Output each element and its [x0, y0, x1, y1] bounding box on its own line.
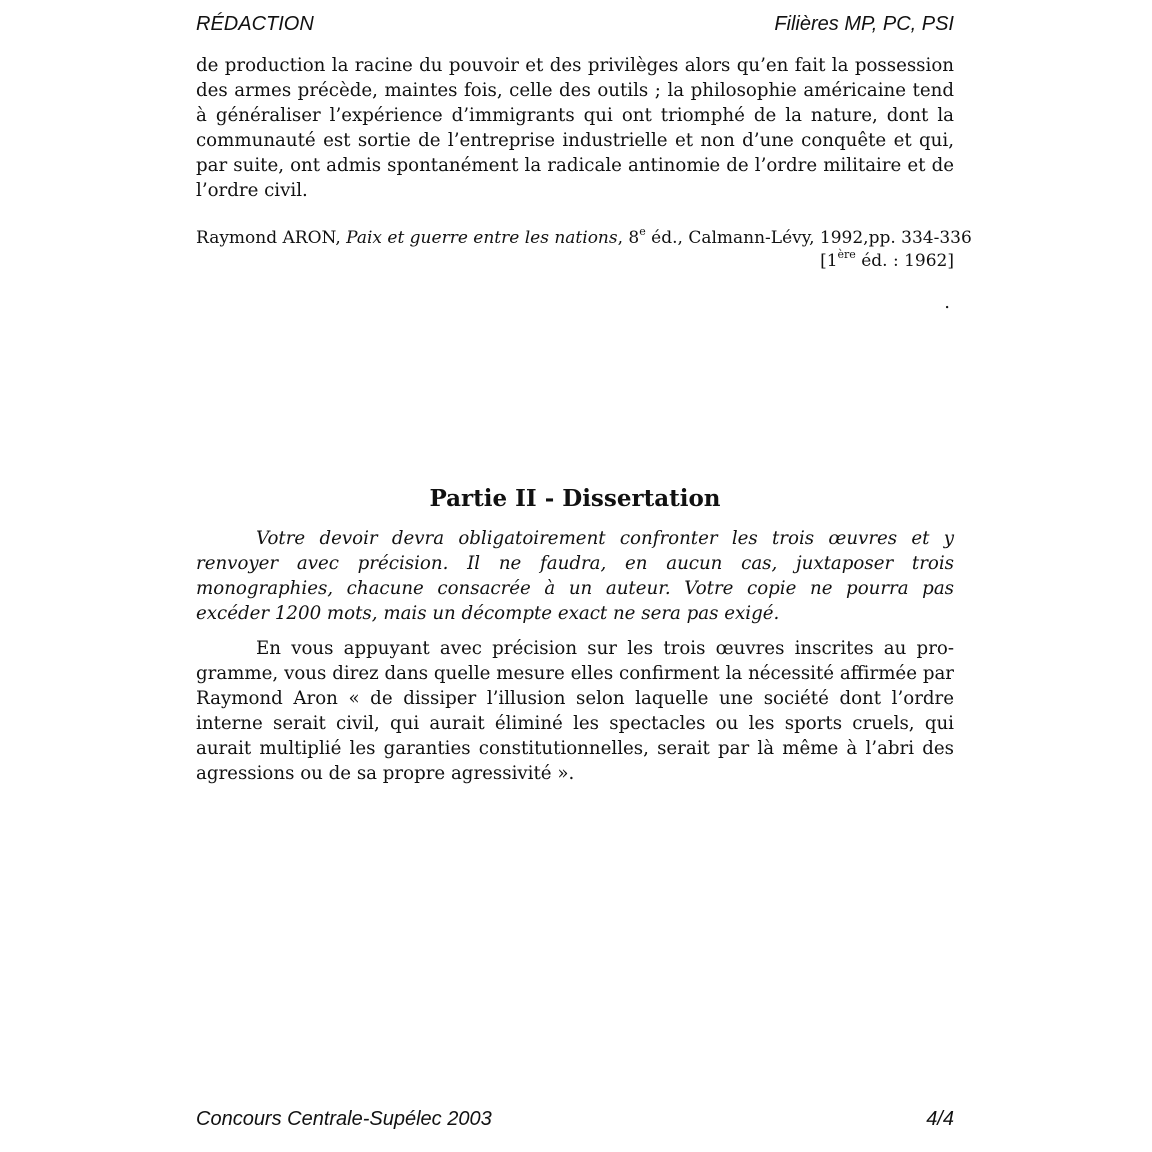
- citation-edition-sup: e: [639, 225, 646, 239]
- citation-line-1: [196, 225, 972, 250]
- page-header: [196, 11, 954, 37]
- header-subject: RÉDACTION: [196, 13, 314, 35]
- trailing-dot: .: [944, 292, 950, 313]
- instructions-paragraph: Votre devoir devra obligatoirement confronter les trois œuvres et y renvoyer avec précision. Il ne faudra, en aucun cas, juxtaposer trois monographies, chacune consacrée à un auteur. Votre copie ne pourra pas excéder 1200 mots, mais un décompte exact ne sera pas exigé.: [196, 528, 954, 624]
- citation-pages: pp. 334-336: [868, 228, 972, 248]
- citation-author: Raymond ARON,: [196, 228, 341, 248]
- citation-first-edition-open: [1: [820, 251, 838, 271]
- section-title: Partie II - Dissertation: [429, 485, 721, 512]
- excerpt-paragraph: de production la racine du pouvoir et des privilèges alors qu’en fait la possession des armes précède, maintes fois, celle des outils ; la philosophie américaine tend à généraliser l’expérience d’immigrants qui ont triomphé de la nature, dont la communauté est sortie de l’entreprise industrielle et non d’une conquête et qui, par suite, ont admis spontanément la radicale antinomie de l’ordre militaire et de l’ordre civil.: [196, 55, 954, 201]
- page-footer: [196, 1106, 954, 1132]
- citation-first-edition-sup: ère: [837, 248, 856, 262]
- citation-line-2: [196, 250, 954, 273]
- citation-edition-number: 8: [628, 228, 640, 248]
- citation-first-edition-rest: éd. : 1962]: [855, 251, 954, 271]
- page-number: 4/4: [926, 1108, 954, 1130]
- document-page: [196, 0, 972, 1152]
- footer-exam-name: Concours Centrale-Supélec 2003: [196, 1108, 492, 1130]
- citation: [196, 225, 972, 273]
- subject-paragraph: En vous appuyant avec précision sur les trois œuvres inscrites au programme, vous direz dans quelle mesure elles confirment la nécessité affirmée par Raymond Aron « de dissiper l’illusion selon laquelle une société dont l’ordre interne serait civil, qui aurait éliminé les spectacles ou les sports cruels, qui aurait multiplié les garanties constitutionnelles, serait par là même à l’abri des agressions ou de sa propre agressivité ».: [196, 638, 954, 784]
- citation-title: Paix et guerre entre les nations: [346, 228, 618, 248]
- citation-edition-rest: éd., Calmann-Lévy, 1992,: [645, 228, 869, 248]
- citation-source: Raymond ARON, Paix et guerre entre les nations, 8e éd., Calmann-Lévy, 1992,: [196, 225, 869, 248]
- header-tracks: Filières MP, PC, PSI: [774, 13, 954, 35]
